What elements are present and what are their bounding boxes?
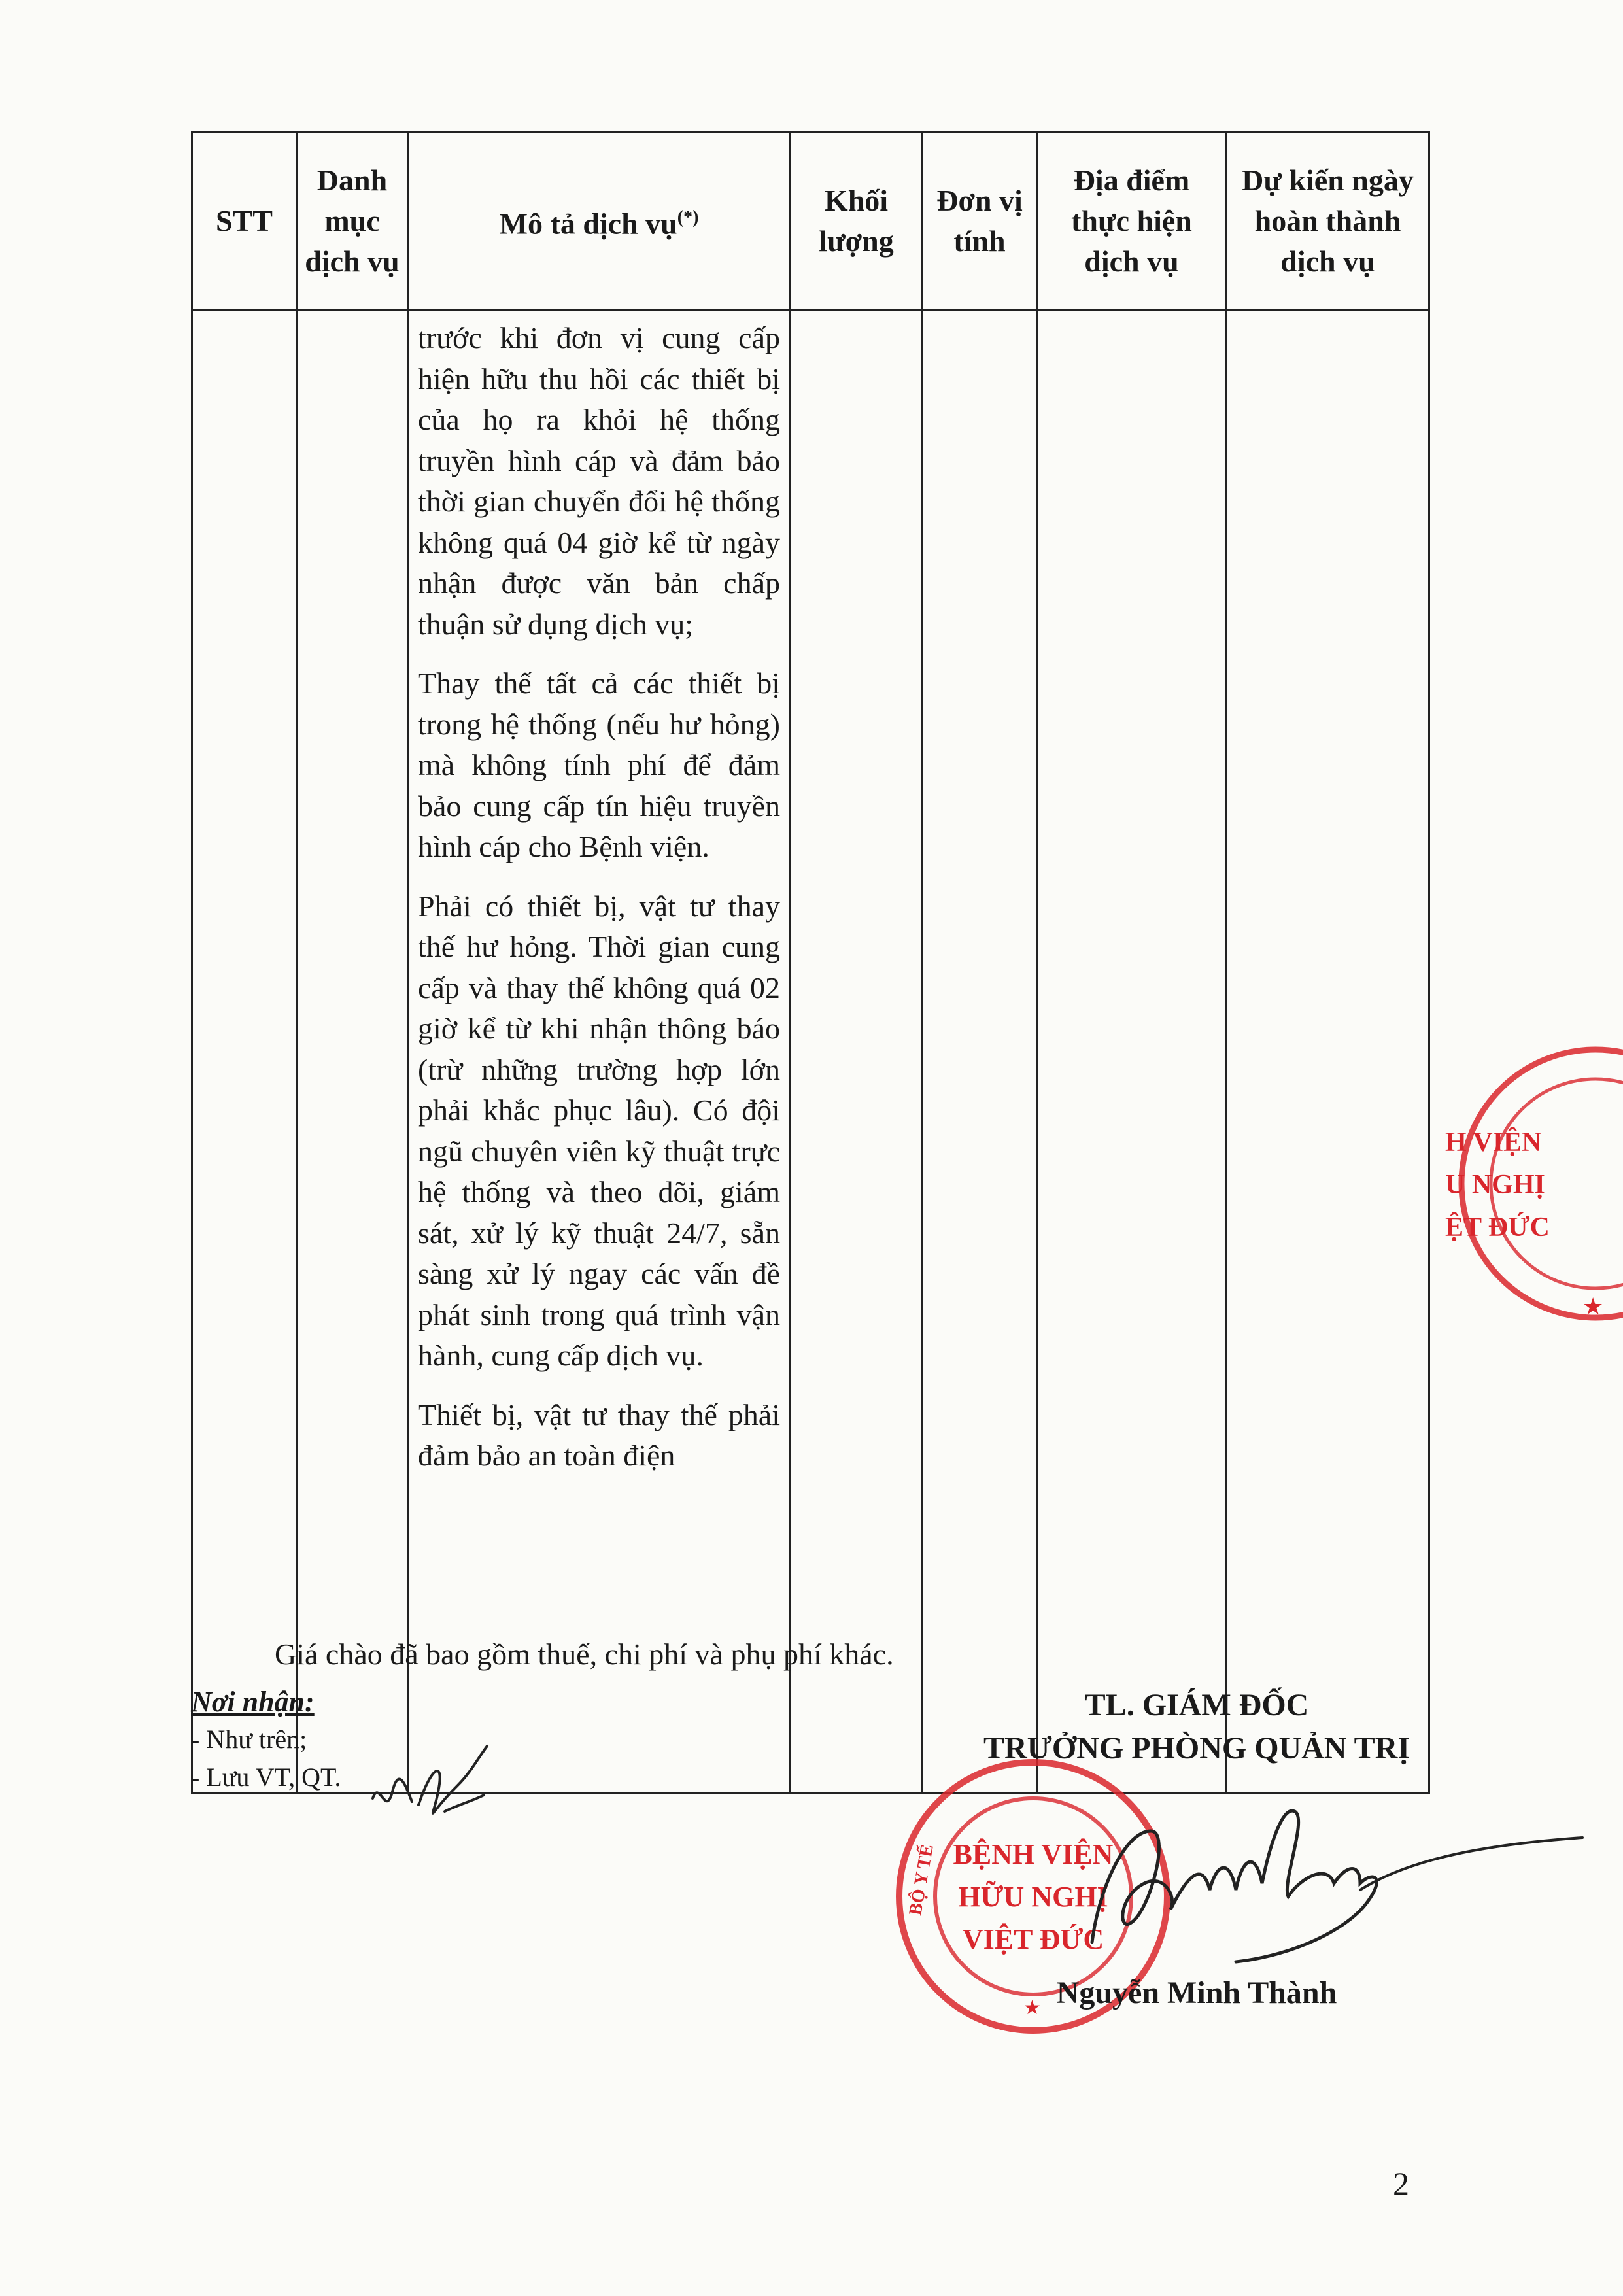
cell-don-vi	[923, 311, 1037, 1794]
initials-signature	[366, 1739, 497, 1838]
seal-line2: HỮU NGHỊ	[958, 1881, 1108, 1913]
side-seal-star: ★	[1582, 1294, 1604, 1320]
header-dia-diem: Địa điểm thực hiện dịch vụ	[1037, 132, 1227, 311]
side-seal-stamp	[1432, 1040, 1623, 1328]
recipients-title: Nơi nhận:	[191, 1686, 315, 1718]
description-paragraph: Thay thế tất cả các thiết bị trong hệ thống (nếu hư hỏng) mà không tính phí để đảm bảo cung cấp tín hiệu truyền hình cáp cho Bệnh viện.	[418, 666, 780, 863]
header-stt: STT	[192, 132, 297, 311]
service-table	[191, 131, 1430, 1794]
price-note: Giá chào đã bao gồm thuế, chi phí và phụ phí khác.	[275, 1637, 894, 1671]
signature-title-2: TRƯỞNG PHÒNG QUẢN TRỊ	[983, 1731, 1410, 1766]
side-seal-line2: U NGHỊ	[1445, 1170, 1545, 1200]
signer-name: Nguyễn Minh Thành	[1056, 1976, 1337, 2010]
seal-side-text: BỘ Y TẾ	[905, 1843, 938, 1917]
page-number: 2	[1393, 2165, 1409, 2202]
table-header-row	[192, 132, 1429, 311]
cell-khoi-luong	[791, 311, 923, 1794]
description-paragraph: Thiết bị, vật tư thay thế phải đảm bảo an toàn điện	[418, 1397, 780, 1472]
side-seal-line3: ỆT ĐỨC	[1445, 1212, 1550, 1242]
recipients-block	[191, 1684, 341, 1796]
header-mo-ta	[408, 132, 791, 311]
header-don-vi: Đơn vị tính	[923, 132, 1037, 311]
header-du-kien: Dự kiến ngày hoàn thành dịch vụ	[1227, 132, 1429, 311]
header-khoi-luong: Khối lượng	[791, 132, 923, 311]
description-paragraph: trước khi đơn vị cung cấp hiện hữu thu hồi các thiết bị của họ ra khỏi hệ thống truyền hình cáp và đảm bảo thời gian chuyển đổi hệ thống không quá 04 giờ kể từ ngày nhận được văn bản chấp thuận sử dụng dịch vụ;	[418, 321, 780, 641]
cell-danh-muc	[297, 311, 408, 1794]
seal-star: ★	[1023, 1997, 1041, 2019]
header-mo-ta-label: Mô tả dịch vụ	[499, 207, 677, 241]
seal-line3: VIỆT ĐỨC	[962, 1923, 1104, 1955]
cell-dia-diem	[1037, 311, 1227, 1794]
cell-du-kien	[1227, 311, 1429, 1794]
recipient-line: - Lưu VT, QT.	[191, 1762, 341, 1792]
recipient-line: - Như trên;	[191, 1724, 307, 1754]
table-row	[192, 311, 1429, 1794]
header-danh-muc: Danh mục dịch vụ	[297, 132, 408, 311]
seal-line1: BỆNH VIỆN	[953, 1838, 1114, 1870]
signature-title-1: TL. GIÁM ĐỐC	[1084, 1688, 1309, 1722]
side-seal-line1: H VIỆN	[1445, 1127, 1542, 1157]
cell-description	[408, 311, 791, 1794]
handwritten-signature	[1020, 1792, 1596, 1975]
header-mo-ta-note: (*)	[677, 207, 699, 228]
cell-stt	[192, 311, 297, 1794]
description-paragraph: Phải có thiết bị, vật tư thay thế hư hỏng. Thời gian cung cấp và thay thế không quá 02 giờ kể từ khi nhận thông báo (trừ những trường hợp lớn phải khắc phục lâu). Có đội ngũ chuyên viên kỹ thuật trực hệ thống và theo dõi, giám sát, xử lý kỹ thuật 24/7, sẵn sàng xử lý ngay các vấn đề phát sinh trong quá trình vận hành, cung cấp dịch vụ.	[418, 889, 780, 1372]
